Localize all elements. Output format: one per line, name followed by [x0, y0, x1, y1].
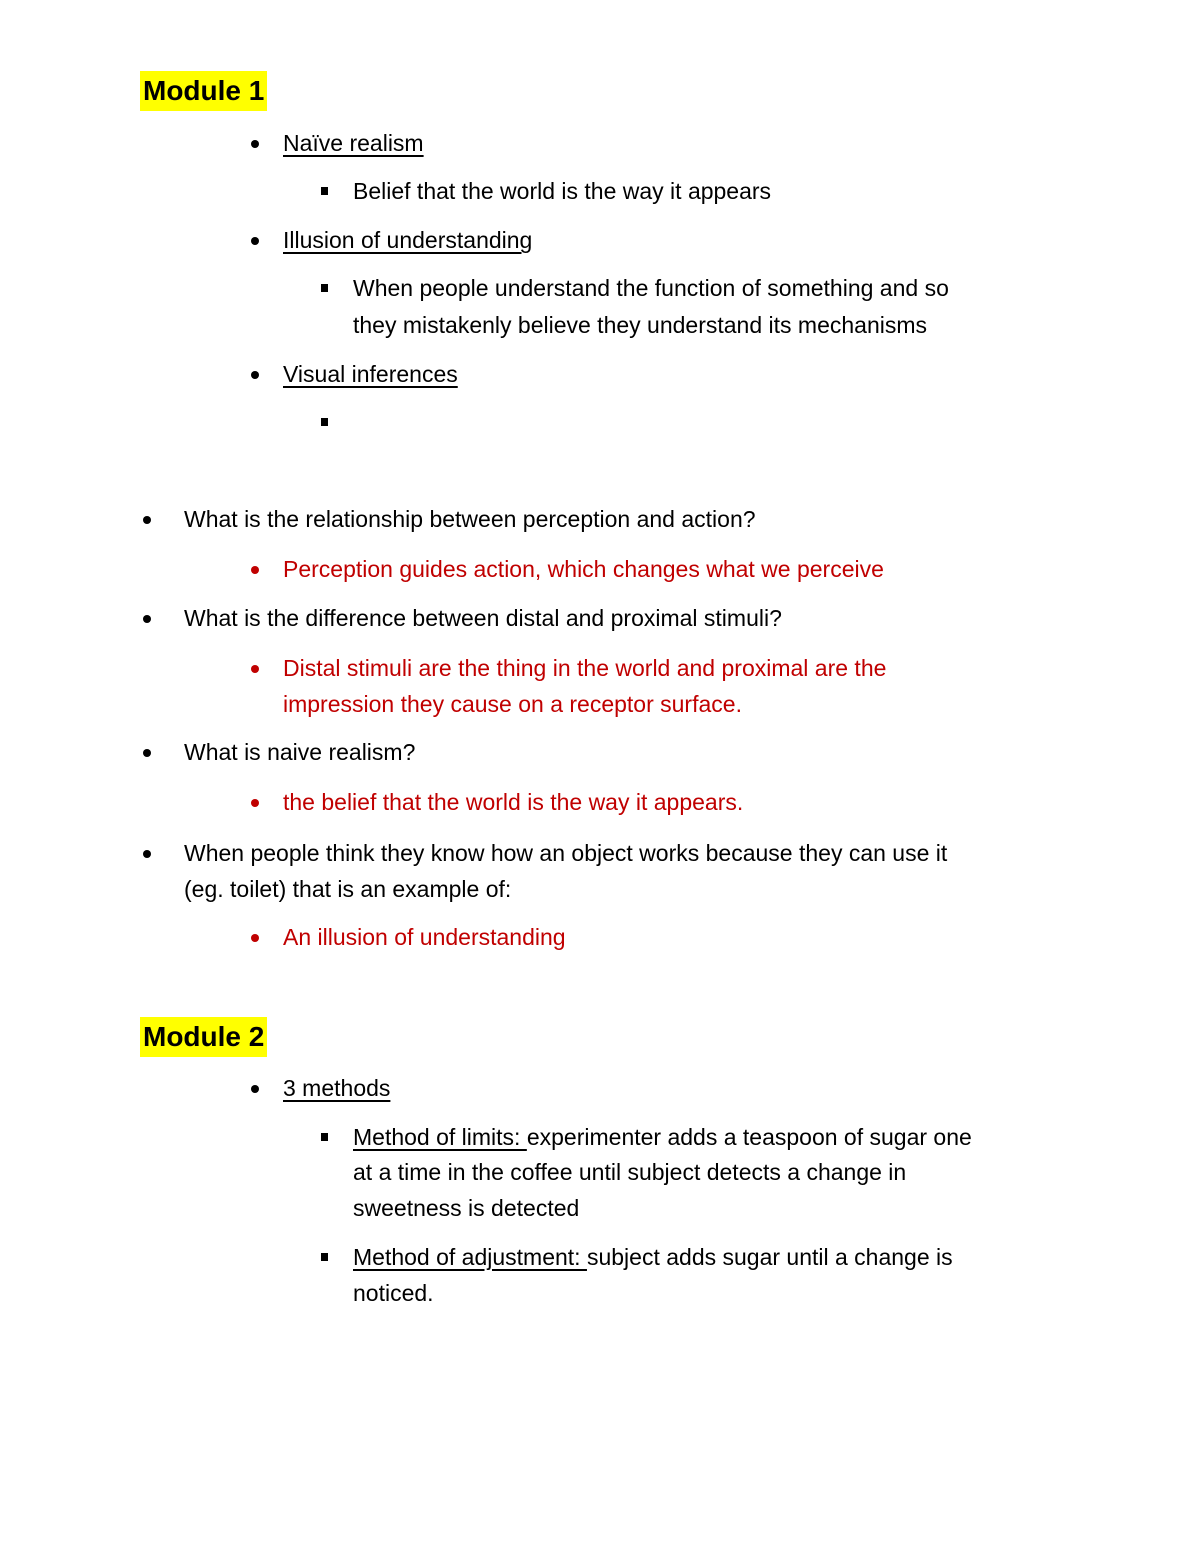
bullet-icon	[143, 850, 151, 858]
bullet-icon	[143, 615, 151, 623]
module-2-heading: Module 2	[140, 1017, 267, 1057]
question-4-line-1: When people think they know how an object works because they can use it	[184, 840, 948, 866]
answer-bullet-icon	[251, 799, 259, 807]
topic-illusion-detail-line-1: When people understand the function of something and so	[353, 275, 949, 301]
method-of-adjustment-term: Method of adjustment:	[353, 1244, 587, 1270]
bullet-icon	[251, 237, 259, 245]
answer-2-line-2: impression they cause on a receptor surface.	[283, 691, 742, 717]
question-4-line-2: (eg. toilet) that is an example of:	[184, 876, 512, 902]
answer-bullet-icon	[251, 934, 259, 942]
module-1-heading: Module 1	[140, 71, 267, 111]
bullet-icon	[143, 516, 151, 524]
square-bullet-icon	[321, 1253, 328, 1261]
bullet-icon	[251, 371, 259, 379]
method-of-limits-term: Method of limits:	[353, 1124, 527, 1150]
question-1: What is the relationship between perception and action?	[184, 506, 756, 532]
bullet-icon	[251, 1085, 259, 1093]
method-of-limits-text: experimenter adds a teaspoon of sugar one	[526, 1124, 972, 1150]
bullet-icon	[251, 140, 259, 148]
answer-bullet-icon	[251, 665, 259, 673]
square-bullet-icon	[321, 418, 328, 426]
question-3: What is naive realism?	[184, 739, 416, 765]
bullet-icon	[143, 749, 151, 757]
topic-visual-inferences: Visual inferences	[283, 361, 458, 387]
square-bullet-icon	[321, 284, 328, 292]
topic-illusion-detail-line-2: they mistakenly believe they understand its mechanisms	[353, 312, 928, 338]
answer-2-line-1: Distal stimuli are the thing in the world and proximal are the	[283, 655, 887, 681]
question-2: What is the difference between distal and proximal stimuli?	[184, 605, 782, 631]
topic-naive-realism: Naïve realism	[283, 130, 424, 156]
square-bullet-icon	[321, 1133, 328, 1141]
answer-bullet-icon	[251, 566, 259, 574]
answer-4: An illusion of understanding	[283, 924, 566, 950]
method-of-adjustment-line-1	[353, 1239, 953, 1275]
answer-3: the belief that the world is the way it appears.	[283, 789, 744, 815]
topic-3-methods: 3 methods	[283, 1075, 391, 1101]
topic-illusion-of-understanding: Illusion of understanding	[283, 227, 533, 253]
answer-1: Perception guides action, which changes what we perceive	[283, 556, 884, 582]
topic-naive-realism-detail: Belief that the world is the way it appears	[353, 178, 772, 204]
method-of-limits-line-1	[353, 1119, 972, 1155]
square-bullet-icon	[321, 187, 328, 195]
method-of-limits-line-3: sweetness is detected	[353, 1195, 580, 1221]
method-of-adjustment-text: subject adds sugar until a change is	[586, 1244, 953, 1270]
method-of-adjustment-line-2: noticed.	[353, 1280, 434, 1306]
method-of-limits-line-2: at a time in the coffee until subject detects a change in	[353, 1159, 907, 1185]
